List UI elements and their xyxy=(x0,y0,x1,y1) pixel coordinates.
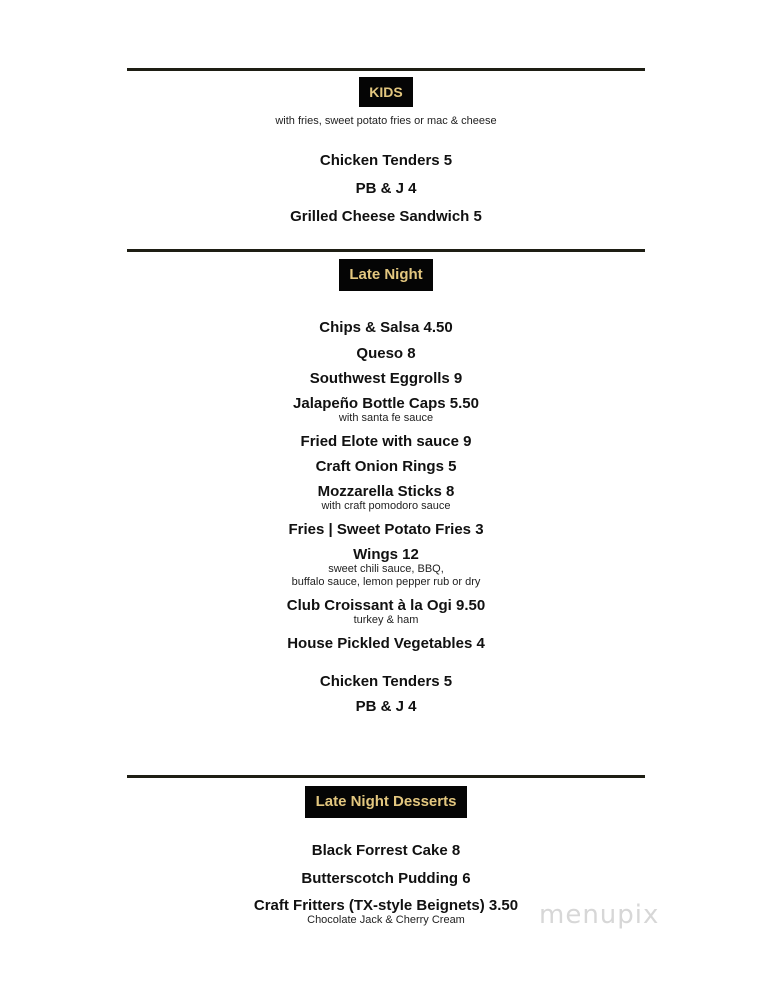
menu-item: Jalapeño Bottle Caps 5.50 xyxy=(293,395,479,412)
menu-item: PB & J 4 xyxy=(355,698,417,715)
menu-item: Black Forrest Cake 8 xyxy=(311,842,461,859)
menu-item: House Pickled Vegetables 4 xyxy=(287,635,485,652)
menu-item: PB & J 4 xyxy=(355,180,417,197)
menu-item: Grilled Cheese Sandwich 5 xyxy=(290,208,482,225)
menu-item: Queso 8 xyxy=(356,345,416,362)
menu-item-note: Chocolate Jack & Cherry Cream xyxy=(307,914,465,926)
menu-item: Chicken Tenders 5 xyxy=(319,152,453,169)
menu-item: Southwest Eggrolls 9 xyxy=(309,370,463,387)
menu-item: Chicken Tenders 5 xyxy=(319,673,453,690)
menu-item: Craft Onion Rings 5 xyxy=(315,458,457,475)
menu-item-note: buffalo sauce, lemon pepper rub or dry xyxy=(291,576,481,588)
menu-item: Craft Fritters (TX-style Beignets) 3.50 xyxy=(253,897,519,914)
menu-item-note: turkey & ham xyxy=(353,614,419,626)
section-divider-late-night xyxy=(127,249,645,252)
section-divider-desserts xyxy=(127,775,645,778)
kids-subtitle: with fries, sweet potato fries or mac & cheese xyxy=(275,115,497,127)
menu-item: Club Croissant à la Ogi 9.50 xyxy=(286,597,486,614)
watermark-logo: menupix xyxy=(539,900,660,930)
menu-item: Wings 12 xyxy=(353,546,419,563)
late-night-section-title: Late Night xyxy=(339,259,433,291)
menu-item: Butterscotch Pudding 6 xyxy=(301,870,471,887)
menu-item: Mozzarella Sticks 8 xyxy=(317,483,455,500)
desserts-section-title: Late Night Desserts xyxy=(305,786,467,818)
menu-item: Fries | Sweet Potato Fries 3 xyxy=(288,521,484,538)
menu-item: Fried Elote with sauce 9 xyxy=(300,433,472,450)
menu-item-note: with craft pomodoro sauce xyxy=(321,500,451,512)
menu-item-note: sweet chili sauce, BBQ, xyxy=(328,563,444,575)
menu-item-note: with santa fe sauce xyxy=(338,412,434,424)
section-divider-kids xyxy=(127,68,645,71)
menu-item: Chips & Salsa 4.50 xyxy=(319,319,453,336)
kids-section-title: KIDS xyxy=(359,77,413,107)
